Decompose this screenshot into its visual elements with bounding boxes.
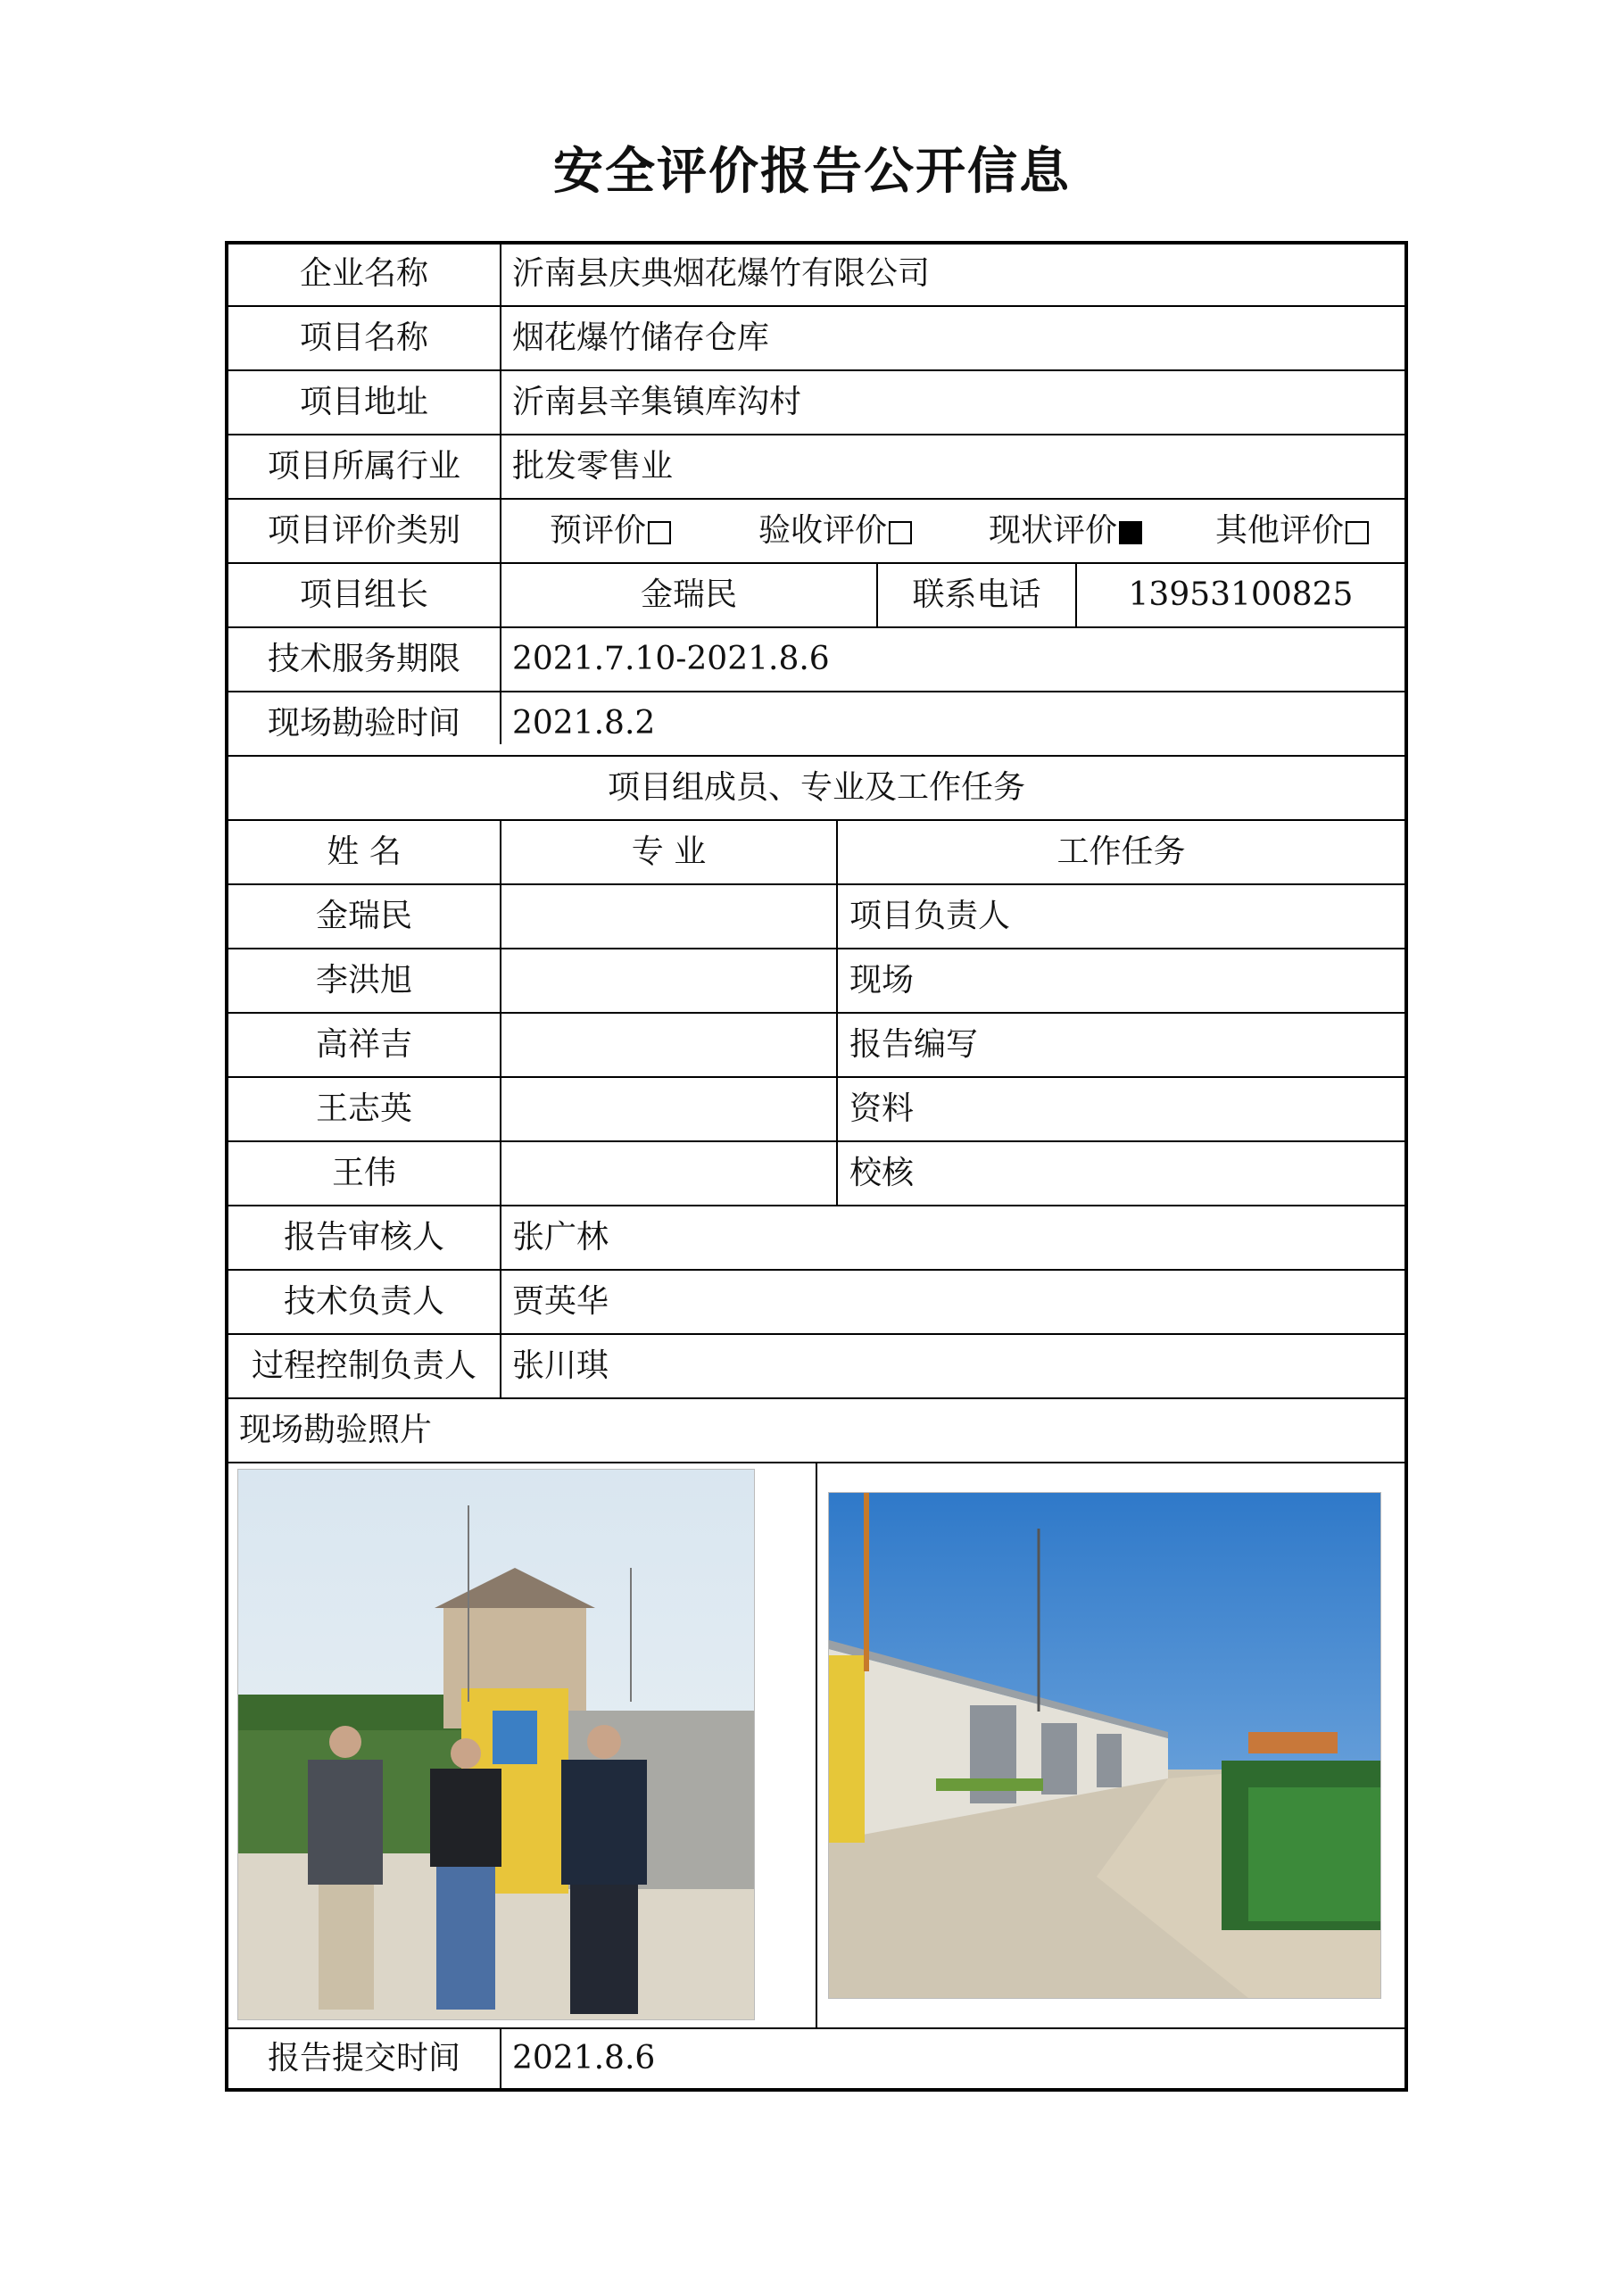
page-title: 安全评价报告公开信息 bbox=[553, 143, 1071, 201]
checkbox-filled-icon bbox=[1119, 521, 1142, 544]
process-lead-value: 张川琪 bbox=[512, 1347, 609, 1384]
company-value: 沂南县庆典烟花爆竹有限公司 bbox=[512, 255, 931, 292]
phone-value: 13953100825 bbox=[1128, 576, 1354, 613]
team-section-title: 项目组成员、专业及工作任务 bbox=[607, 769, 1025, 806]
member-task: 现场 bbox=[849, 962, 915, 999]
member-task: 资料 bbox=[849, 1090, 915, 1127]
address-value: 沂南县辛集镇库沟村 bbox=[512, 384, 802, 420]
checkbox-empty-icon bbox=[889, 521, 912, 544]
process-lead-label: 过程控制负责人 bbox=[251, 1347, 476, 1384]
survey-time-value: 2021.8.2 bbox=[512, 705, 656, 742]
category-option-pre[interactable] bbox=[550, 500, 671, 562]
member-task: 报告编写 bbox=[849, 1026, 979, 1063]
team-header-major: 专 业 bbox=[631, 833, 707, 870]
member-task: 校核 bbox=[849, 1155, 915, 1191]
checkbox-empty-icon bbox=[1346, 521, 1369, 544]
category-option-acceptance[interactable] bbox=[758, 500, 912, 562]
submit-value: 2021.8.6 bbox=[512, 2040, 656, 2076]
submit-label: 报告提交时间 bbox=[267, 2040, 460, 2076]
category-option-label: 验收评价 bbox=[758, 512, 888, 549]
col-divider bbox=[816, 1462, 817, 2027]
leader-value: 金瑞民 bbox=[640, 576, 737, 613]
photos-label: 现场勘验照片 bbox=[239, 1412, 433, 1448]
reviewer-label: 报告审核人 bbox=[283, 1219, 444, 1256]
survey-photo-group bbox=[237, 1469, 755, 2020]
industry-value: 批发零售业 bbox=[512, 448, 674, 485]
team-header-name: 姓 名 bbox=[327, 833, 402, 870]
col-divider bbox=[500, 2027, 501, 2088]
category-option-current[interactable] bbox=[989, 500, 1142, 562]
leader-label: 项目组长 bbox=[299, 576, 428, 613]
survey-photo-warehouse bbox=[828, 1492, 1381, 1999]
member-name: 王志英 bbox=[315, 1090, 412, 1127]
category-option-label: 预评价 bbox=[550, 512, 647, 549]
member-name: 王伟 bbox=[331, 1155, 396, 1191]
member-task: 项目负责人 bbox=[849, 898, 1011, 934]
industry-label: 项目所属行业 bbox=[267, 448, 460, 485]
category-option-other[interactable] bbox=[1215, 500, 1369, 562]
member-name: 金瑞民 bbox=[315, 898, 412, 934]
project-label: 项目名称 bbox=[299, 319, 428, 356]
service-period-value: 2021.7.10-2021.8.6 bbox=[512, 641, 830, 677]
member-name: 李洪旭 bbox=[315, 962, 412, 999]
checkbox-empty-icon bbox=[648, 521, 671, 544]
phone-label: 联系电话 bbox=[912, 576, 1041, 613]
category-label: 项目评价类别 bbox=[267, 512, 460, 549]
reviewer-value: 张广林 bbox=[512, 1219, 609, 1256]
service-period-label: 技术服务期限 bbox=[267, 641, 460, 677]
team-header-task: 工作任务 bbox=[1056, 833, 1186, 870]
project-value: 烟花爆竹储存仓库 bbox=[512, 319, 770, 356]
survey-time-label: 现场勘验时间 bbox=[267, 705, 460, 742]
address-label: 项目地址 bbox=[299, 384, 428, 420]
member-name: 高祥吉 bbox=[315, 1026, 412, 1063]
category-option-label: 其他评价 bbox=[1215, 512, 1345, 549]
tech-lead-value: 贾英华 bbox=[512, 1283, 609, 1320]
category-option-label: 现状评价 bbox=[989, 512, 1118, 549]
company-label: 企业名称 bbox=[299, 255, 428, 292]
col-divider bbox=[500, 245, 501, 744]
tech-lead-label: 技术负责人 bbox=[283, 1283, 444, 1320]
col-divider bbox=[500, 819, 501, 1397]
